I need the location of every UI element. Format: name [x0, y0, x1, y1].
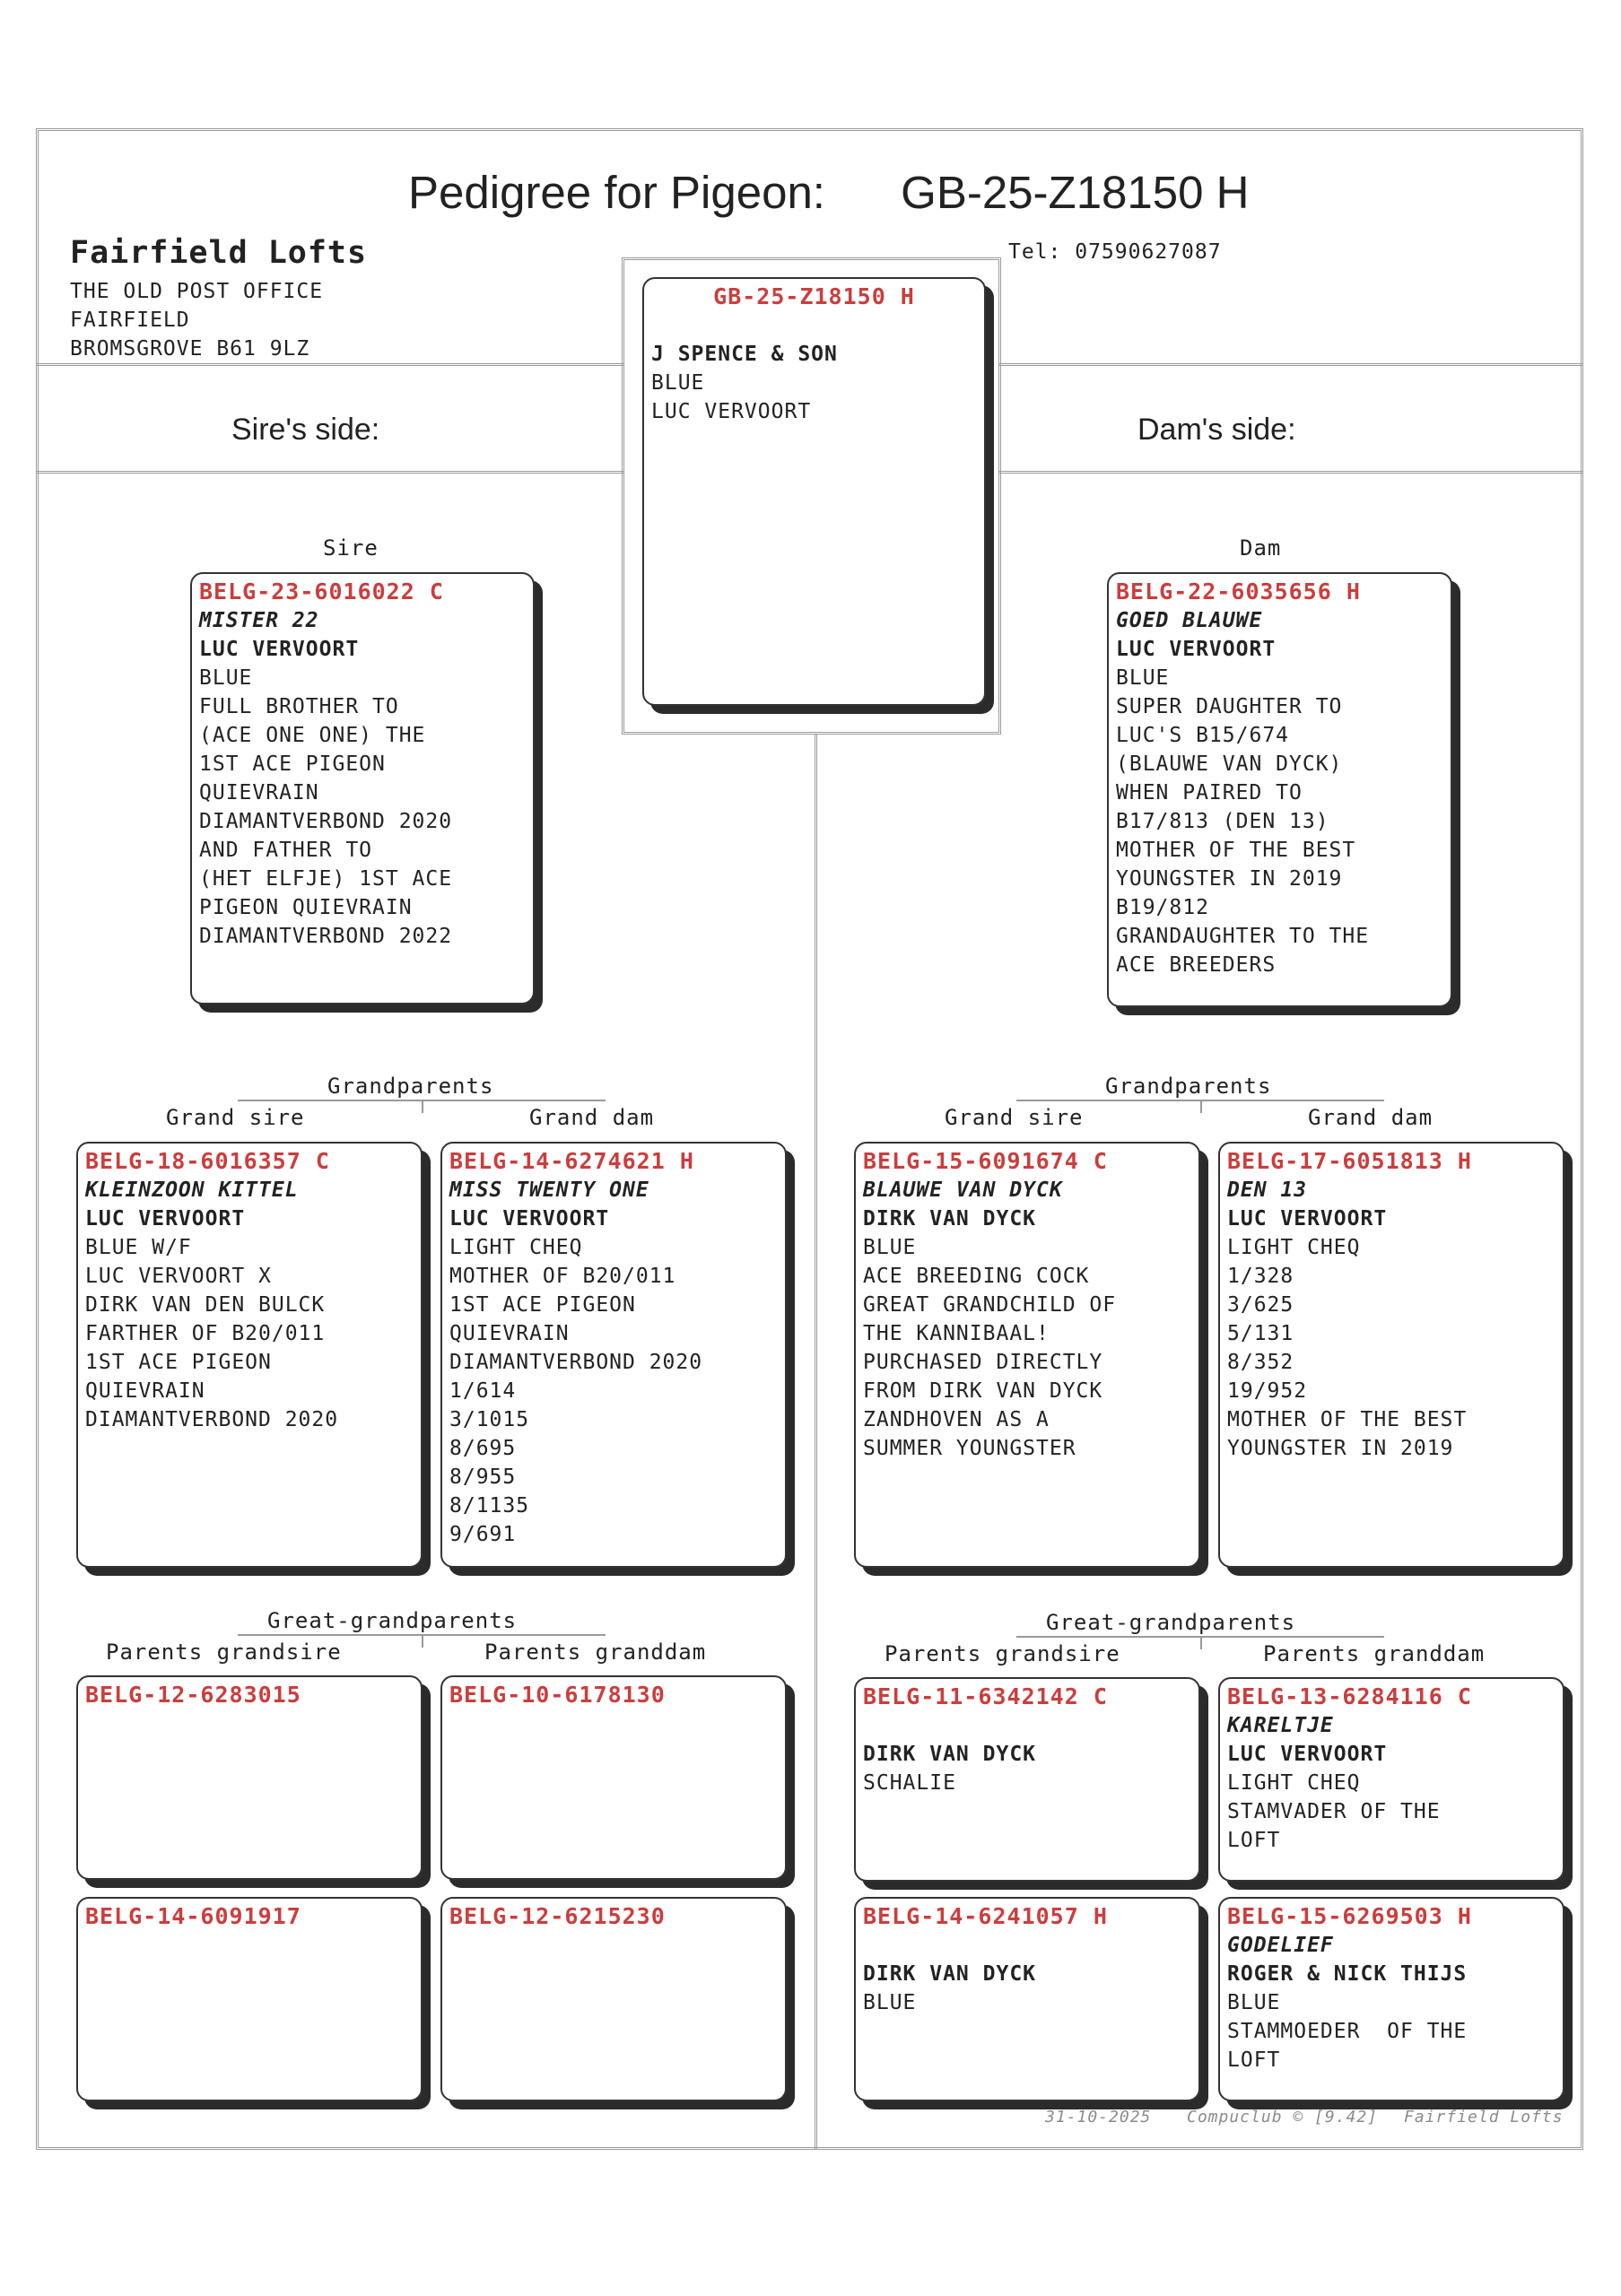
- sire-heading: Sire: [323, 535, 379, 561]
- parents-granddam-heading-left: Parents granddam: [484, 1639, 707, 1665]
- gp-ring: BELG-14-6274621 H: [449, 1148, 694, 1174]
- great-grandparents-heading-left: Great-grandparents: [267, 1608, 518, 1633]
- gp-line: 5/131: [1227, 1322, 1294, 1345]
- ggp-ring: BELG-12-6215230: [449, 1903, 666, 1929]
- ggp-card-dd-dam: [1218, 1897, 1564, 2101]
- address-line-1: THE OLD POST OFFICE: [70, 280, 324, 303]
- grand-dam-heading-left: Grand dam: [529, 1105, 655, 1130]
- gp-name: MISS TWENTY ONE: [449, 1178, 649, 1202]
- ggp-line: STAMVADER OF THE: [1227, 1800, 1441, 1823]
- gp-line: FARTHER OF B20/011: [85, 1322, 326, 1345]
- ggp-card-sd-sire: [440, 1675, 787, 1880]
- ggp-breeder: DIRK VAN DYCK: [863, 1962, 1037, 1986]
- gp-ring: BELG-17-6051813 H: [1227, 1148, 1472, 1174]
- ggp-ring: BELG-10-6178130: [449, 1682, 666, 1708]
- gp-line: DIAMANTVERBOND 2020: [85, 1408, 339, 1431]
- gp-line: QUIEVRAIN: [449, 1322, 570, 1345]
- grand-sire-card-dam-side: [854, 1142, 1200, 1568]
- gp-line: 1ST ACE PIGEON: [449, 1293, 636, 1317]
- grand-sire-card-sire-side: [76, 1142, 423, 1568]
- subject-card: [642, 277, 986, 706]
- footer-loft: Fairfield Lofts: [1404, 2108, 1564, 2126]
- title-prefix: Pedigree for Pigeon:: [408, 167, 825, 218]
- gp-line: PURCHASED DIRECTLY: [863, 1351, 1103, 1374]
- center-divider: [815, 734, 817, 2150]
- grand-dam-card-sire-side: [440, 1142, 787, 1568]
- dam-line: WHEN PAIRED TO: [1116, 781, 1303, 804]
- sire-line: DIAMANTVERBOND 2020: [199, 810, 453, 833]
- gp-line: DIRK VAN DEN BULCK: [85, 1293, 326, 1317]
- gp-line: MOTHER OF THE BEST: [1227, 1408, 1468, 1431]
- sire-card: [190, 572, 535, 1004]
- subject-line: LUC VERVOORT: [651, 400, 812, 423]
- dam-line: GRANDAUGHTER TO THE: [1116, 925, 1370, 948]
- gp-line: DIAMANTVERBOND 2020: [449, 1351, 703, 1374]
- sire-line: DIAMANTVERBOND 2022: [199, 925, 453, 948]
- great-grandparents-tick-right: [1200, 1637, 1202, 1649]
- gp-name: BLAUWE VAN DYCK: [863, 1178, 1063, 1202]
- sire-line: PIGEON QUIEVRAIN: [199, 896, 413, 919]
- dam-heading: Dam: [1240, 535, 1282, 561]
- gp-line: 8/695: [449, 1437, 517, 1460]
- sire-side-label: Sire's side:: [231, 413, 380, 447]
- sire-line: (ACE ONE ONE) THE: [199, 724, 426, 747]
- gp-line: LUC VERVOORT X: [85, 1265, 272, 1288]
- address-line-2: FAIRFIELD: [70, 309, 190, 332]
- gp-line: 8/1135: [449, 1494, 530, 1518]
- ggp-card-ds-dam: [854, 1897, 1200, 2101]
- sire-line: QUIEVRAIN: [199, 781, 319, 804]
- gp-line: LIGHT CHEQ: [449, 1236, 583, 1259]
- gp-line: YOUNGSTER IN 2019: [1227, 1437, 1454, 1460]
- gp-breeder: LUC VERVOORT: [85, 1207, 246, 1231]
- dam-breeder: LUC VERVOORT: [1116, 638, 1277, 661]
- loft-name: Fairfield Lofts: [70, 235, 368, 271]
- ggp-line: STAMMOEDER OF THE: [1227, 2020, 1468, 2043]
- gp-line: BLUE W/F: [85, 1236, 192, 1259]
- grand-sire-heading-right: Grand sire: [945, 1105, 1084, 1130]
- dam-ring: BELG-22-6035656 H: [1116, 578, 1361, 604]
- gp-ring: BELG-15-6091674 C: [863, 1148, 1108, 1174]
- ggp-card-ss-sire: [76, 1675, 423, 1880]
- grandparents-tick-right: [1200, 1100, 1202, 1113]
- dam-line: MOTHER OF THE BEST: [1116, 839, 1356, 862]
- grandparents-heading-right: Grandparents: [1105, 1074, 1272, 1099]
- footer-software: Compuclub © [9.42]: [1187, 2108, 1379, 2126]
- sire-ring: BELG-23-6016022 C: [199, 578, 444, 604]
- gp-line: 1/614: [449, 1379, 517, 1403]
- ggp-breeder: ROGER & NICK THIJS: [1227, 1962, 1468, 1986]
- dam-line: (BLAUWE VAN DYCK): [1116, 752, 1343, 776]
- ggp-ring: BELG-11-6342142 C: [863, 1683, 1108, 1709]
- parents-granddam-heading-right: Parents granddam: [1263, 1641, 1486, 1666]
- subject-line: BLUE: [651, 371, 705, 395]
- gp-line: 9/691: [449, 1523, 517, 1546]
- gp-breeder: LUC VERVOORT: [1227, 1207, 1388, 1231]
- ggp-line: BLUE: [863, 1991, 917, 2014]
- side-divider-right: [998, 471, 1583, 474]
- ggp-card-ds-sire: [854, 1677, 1200, 1882]
- ggp-ring: BELG-14-6241057 H: [863, 1903, 1108, 1929]
- subject-breeder: J SPENCE & SON: [651, 343, 838, 366]
- ggp-ring: BELG-13-6284116 C: [1227, 1683, 1472, 1709]
- dam-line: LUC'S B15/674: [1116, 724, 1290, 747]
- gp-line: LIGHT CHEQ: [1227, 1236, 1361, 1259]
- gp-line: THE KANNIBAAL!: [863, 1322, 1050, 1345]
- gp-line: MOTHER OF B20/011: [449, 1265, 676, 1288]
- great-grandparents-tick-left: [422, 1635, 423, 1648]
- ggp-card-sd-dam: [440, 1897, 787, 2101]
- gp-line: FROM DIRK VAN DYCK: [863, 1379, 1103, 1403]
- dam-line: SUPER DAUGHTER TO: [1116, 695, 1343, 718]
- telephone: Tel: 07590627087: [1008, 240, 1222, 264]
- gp-breeder: DIRK VAN DYCK: [863, 1207, 1037, 1231]
- header-divider-left: [36, 363, 624, 366]
- title-ring-number: GB-25-Z18150 H: [901, 167, 1250, 218]
- parents-grandsire-heading-left: Parents grandsire: [106, 1639, 342, 1665]
- side-divider-left: [36, 471, 624, 474]
- dam-side-label: Dam's side:: [1137, 413, 1296, 447]
- sire-name: MISTER 22: [199, 609, 319, 632]
- grand-dam-card-dam-side: [1218, 1142, 1564, 1568]
- gp-name: DEN 13: [1227, 1178, 1308, 1202]
- gp-line: QUIEVRAIN: [85, 1379, 205, 1403]
- grand-dam-heading-right: Grand dam: [1308, 1105, 1434, 1130]
- gp-line: SUMMER YOUNGSTER: [863, 1437, 1076, 1460]
- header-divider-right: [998, 363, 1583, 366]
- sire-line: (HET ELFJE) 1ST ACE: [199, 867, 453, 891]
- dam-line: ACE BREEDERS: [1116, 953, 1277, 977]
- sire-line: BLUE: [199, 666, 253, 690]
- ggp-ring: BELG-15-6269503 H: [1227, 1903, 1472, 1929]
- ggp-line: SCHALIE: [863, 1771, 956, 1795]
- ggp-card-dd-sire: [1218, 1677, 1564, 1882]
- address-line-3: BROMSGROVE B61 9LZ: [70, 337, 310, 361]
- subject-ring: GB-25-Z18150 H: [713, 283, 915, 309]
- page-title: [408, 166, 1250, 219]
- gp-line: ACE BREEDING COCK: [863, 1265, 1090, 1288]
- grandparents-tick-left: [422, 1100, 423, 1113]
- dam-name: GOED BLAUWE: [1116, 609, 1263, 632]
- footer-date: 31-10-2025: [1045, 2108, 1152, 2126]
- gp-breeder: LUC VERVOORT: [449, 1207, 610, 1231]
- ggp-line: LOFT: [1227, 1829, 1281, 1852]
- dam-line: YOUNGSTER IN 2019: [1116, 867, 1343, 891]
- sire-breeder: LUC VERVOORT: [199, 638, 360, 661]
- ggp-breeder: DIRK VAN DYCK: [863, 1743, 1037, 1766]
- gp-line: BLUE: [863, 1236, 917, 1259]
- ggp-line: LIGHT CHEQ: [1227, 1771, 1361, 1795]
- gp-line: 3/1015: [449, 1408, 530, 1431]
- grand-sire-heading-left: Grand sire: [166, 1105, 305, 1130]
- sire-line: FULL BROTHER TO: [199, 695, 399, 718]
- ggp-line: BLUE: [1227, 1991, 1281, 2014]
- ggp-ring: BELG-14-6091917: [85, 1903, 301, 1929]
- gp-ring: BELG-18-6016357 C: [85, 1148, 330, 1174]
- dam-card: [1107, 572, 1452, 1007]
- ggp-line: LOFT: [1227, 2048, 1281, 2072]
- ggp-name: KARELTJE: [1227, 1714, 1334, 1737]
- sire-line: AND FATHER TO: [199, 839, 373, 862]
- ggp-breeder: LUC VERVOORT: [1227, 1743, 1388, 1766]
- gp-line: 1ST ACE PIGEON: [85, 1351, 272, 1374]
- gp-line: GREAT GRANDCHILD OF: [863, 1293, 1117, 1317]
- gp-line: 3/625: [1227, 1293, 1294, 1317]
- gp-line: 19/952: [1227, 1379, 1308, 1403]
- parents-grandsire-heading-right: Parents grandsire: [885, 1641, 1120, 1666]
- gp-line: 8/352: [1227, 1351, 1294, 1374]
- ggp-name: GODELIEF: [1227, 1934, 1334, 1957]
- dam-line: B17/813 (DEN 13): [1116, 810, 1329, 833]
- gp-line: 1/328: [1227, 1265, 1294, 1288]
- gp-line: ZANDHOVEN AS A: [863, 1408, 1050, 1431]
- ggp-ring: BELG-12-6283015: [85, 1682, 301, 1708]
- grandparents-heading-left: Grandparents: [327, 1074, 494, 1099]
- gp-line: 8/955: [449, 1465, 517, 1489]
- dam-line: BLUE: [1116, 666, 1170, 690]
- ggp-card-ss-dam: [76, 1897, 423, 2101]
- gp-name: KLEINZOON KITTEL: [85, 1178, 299, 1202]
- great-grandparents-heading-right: Great-grandparents: [1046, 1610, 1296, 1635]
- sire-line: 1ST ACE PIGEON: [199, 752, 386, 776]
- dam-line: B19/812: [1116, 896, 1209, 919]
